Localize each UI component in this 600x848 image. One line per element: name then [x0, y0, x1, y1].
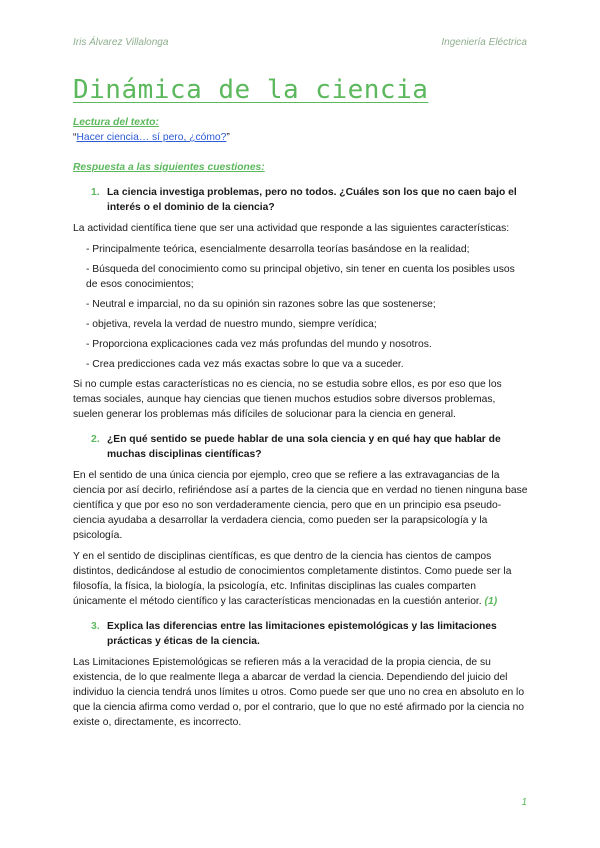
question-number: 1.: [91, 187, 100, 198]
lectura-reference: [73, 130, 528, 145]
q1-intro: La actividad científica tiene que ser una actividad que responde a las siguientes características:: [73, 223, 510, 234]
q2-paragraph-2-text: Y en el sentido de disciplinas científicas, es que dentro de la ciencia has cientos de campos distintos, dedicándose al estudio de conocimientos completamente distintos. Como puede ser la filosofía, la física, la biología, la psicología, etc. Infinitas disciplinas las cuales comparten únicamente el método científico y las características mencionadas en la cuestión anterior.: [73, 551, 512, 607]
question-text: ¿En qué sentido se puede hablar de una sola ciencia y en qué hay que hablar de muchas disciplinas científicas?: [107, 434, 501, 460]
question-2: [73, 432, 528, 462]
characteristics-list: [73, 242, 528, 372]
header-subject: Ingeniería Eléctrica: [441, 37, 527, 48]
q3-paragraph-1: Las Limitaciones Epistemológicas se refieren más a la veracidad de la propia ciencia, de su existencia, de lo que realmente llega a abarcar de verdad la ciencia. Dependiendo del juicio del individuo la ciencia tendrá unos límites u otros. Como puede ser que uno no crea en absoluto en lo que la ciencia afirma como verdad o, por el contrario, que lo que no esté afirmado por la ciencia no existe o, directamente, es incorrecto.: [73, 657, 525, 728]
lectura-link[interactable]: Hacer ciencia… sí pero, ¿cómo?: [76, 132, 227, 143]
page-title: Dinámica de la ciencia: [73, 75, 429, 105]
open-quote: “: [73, 132, 77, 143]
q1-conclusion: Si no cumple estas características no es ciencia, no se estudia sobre ellos, es por eso que los temas sociales, aunque hay ciencias que tienen muchos estudios sobre diversos problemas, suelen generar los problemas más difíciles de solucionar para la ciencia en general.: [73, 379, 502, 420]
question-number: 3.: [91, 621, 100, 632]
list-item: - Neutral e imparcial, no da su opinión sin razones sobre las que sostenerse;: [86, 299, 436, 310]
close-quote: ”: [226, 132, 230, 143]
question-1: [73, 185, 528, 215]
footnote-ref: (1): [484, 596, 498, 607]
q2-paragraph-1: En el sentido de una única ciencia por ejemplo, creo que se refiere a las extravagancias de la ciencia por así decirlo, refiriéndose así a partes de la ciencia que en verdad no tienen ninguna base científica y que por eso no son verdaderamente ciencia, pero que en un principio esa pseudo-ciencia ayudaba a desarrollar la verdadera ciencia, como pueden ser la parapsicología y la psicología.: [73, 470, 528, 541]
list-item: - Proporciona explicaciones cada vez más profundas del mundo y nosotros.: [86, 339, 432, 350]
document-body: [73, 115, 528, 736]
q2-paragraph-2: [73, 549, 528, 609]
lectura-label: Lectura del texto:: [73, 117, 159, 128]
list-item: - Principalmente teórica, esencialmente desarrolla teorías basándose en la realidad;: [86, 244, 470, 255]
respuesta-heading: Respuesta a las siguientes cuestiones:: [73, 162, 265, 173]
header-author: Iris Álvarez Villalonga: [73, 37, 169, 48]
list-item: - Búsqueda del conocimiento como su principal objetivo, sin tener en cuenta los posibles usos de esos conocimientos;: [86, 264, 515, 290]
question-number: 2.: [91, 434, 100, 445]
question-3: [73, 619, 528, 649]
question-text: La ciencia investiga problemas, pero no todos. ¿Cuáles son los que no caen bajo el interés o el dominio de la ciencia?: [107, 187, 517, 213]
list-item: - objetiva, revela la verdad de nuestro mundo, siempre verídica;: [86, 319, 377, 330]
list-item: - Crea predicciones cada vez más exactas sobre lo que va a suceder.: [86, 359, 404, 370]
page-number: 1: [521, 797, 527, 808]
question-text: Explica las diferencias entre las limitaciones epistemológicas y las limitaciones prácticas y éticas de la ciencia.: [107, 621, 497, 647]
